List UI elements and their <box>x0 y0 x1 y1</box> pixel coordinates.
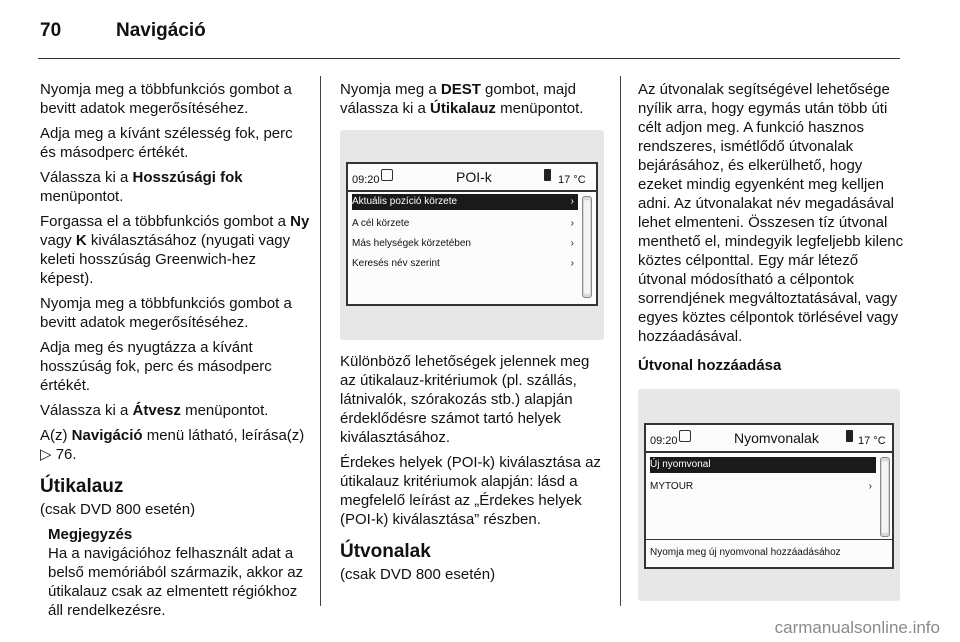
list-item-label: Keresés név szerint <box>352 258 440 269</box>
list-item[interactable] <box>650 457 876 473</box>
list-item-label: Aktuális pozíció körzete <box>352 196 458 207</box>
scrollbar[interactable] <box>880 457 890 537</box>
phone-icon <box>544 169 551 181</box>
scrollbar-thumb[interactable] <box>584 200 590 294</box>
page-number: 70 <box>40 20 62 41</box>
column-divider-2 <box>620 76 621 606</box>
screen-title: POI-k <box>456 169 492 185</box>
section-heading: Útikalauz <box>40 476 124 497</box>
key-label: Ny <box>290 213 310 230</box>
screen-title: Nyomvonalak <box>734 430 819 446</box>
key-label: K <box>75 232 87 249</box>
text: Forgassa el a többfunkciós gombot a <box>40 213 291 230</box>
paragraph: Adja meg a kívánt szélesség fok, perc és másodperc értékét. <box>40 125 293 161</box>
menu-item-name: Hosszúsági fok <box>132 169 243 186</box>
scrollbar[interactable] <box>582 196 592 298</box>
list-item-label: MYTOUR <box>650 481 694 492</box>
clock-time: 09:20 <box>650 435 678 447</box>
chevron-right-icon: › <box>570 218 574 229</box>
status-bar <box>646 425 892 453</box>
text: Válassza ki a <box>40 402 133 419</box>
text: menü látható, leírása(z) <box>142 427 305 444</box>
text: menüpontot. <box>40 188 124 205</box>
paragraph <box>40 426 312 464</box>
chevron-right-icon: › <box>570 238 574 249</box>
navigation-icon <box>381 169 393 181</box>
text: kiválasztásához (nyugati vagy keleti hosszúság Greenwich-hez képest). <box>40 232 291 287</box>
footer-divider <box>646 539 892 540</box>
clock-time: 09:20 <box>352 174 380 186</box>
paragraph: Érdekes helyek (POI-k) kiválasztása az útikalauz kritériumok alapján: lásd a megfelelő leírást az „Érdekes helyek (POI-k) kiválasztása” részben. <box>340 454 601 528</box>
routes-screen-image <box>638 389 900 601</box>
chevron-right-icon: › <box>868 481 872 492</box>
paragraph: Különböző lehetőségek jelennek meg az útikalauz-kritériumok (pl. szállás, látnivalók, szórakozás stb.) alapján érdeklődésre számot tartó helyek kiválasztásához. <box>340 353 590 446</box>
menu-item-name: Átvesz <box>132 402 181 419</box>
text: menüpontot. <box>180 402 269 419</box>
temperature: 17 °C <box>858 435 886 447</box>
navigation-icon <box>679 430 691 442</box>
paragraph <box>40 212 312 288</box>
list-item[interactable] <box>352 236 578 252</box>
list-item[interactable] <box>352 194 578 210</box>
paragraph <box>40 168 312 206</box>
chevron-right-icon: › <box>570 258 574 269</box>
paragraph: Nyomja meg a többfunkciós gombot a bevitt adatok megerősítéséhez. <box>40 81 292 117</box>
list-item-label: Más helységek körzetében <box>352 238 471 249</box>
text: Nyomja meg a <box>340 81 441 98</box>
status-bar <box>348 164 596 192</box>
scrollbar-thumb[interactable] <box>882 461 888 533</box>
page-title: Navigáció <box>116 20 206 41</box>
text: Válassza ki a <box>40 169 133 186</box>
paragraph: Adja meg és nyugtázza a kívánt hosszúság fok, perc és másodperc értékét. <box>40 339 272 394</box>
column-3 <box>638 80 906 601</box>
poi-screen-image <box>340 130 604 340</box>
list-item-label: Új nyomvonal <box>650 459 711 470</box>
temperature: 17 °C <box>558 174 586 186</box>
button-name: DEST <box>440 81 481 98</box>
page-ref-icon: ▷ <box>40 446 56 463</box>
column-2 <box>340 80 606 590</box>
note-box <box>40 525 312 620</box>
section-heading: Útvonalak <box>340 541 431 562</box>
display-frame <box>346 162 598 306</box>
watermark: carmanualsonline.info <box>774 618 940 637</box>
list-item[interactable] <box>650 479 876 495</box>
text: A(z) <box>40 427 72 444</box>
page-ref[interactable]: 76. <box>55 446 77 463</box>
text: vagy <box>40 232 76 249</box>
text: gombot, majd válassza ki a <box>340 81 576 117</box>
paragraph: Nyomja meg a többfunkciós gombot a bevitt adatok megerősítéséhez. <box>40 295 292 331</box>
paragraph <box>340 80 606 118</box>
list-item-label: A cél körzete <box>352 218 410 229</box>
note-text: Ha a navigációhoz felhasznált adat a belső memóriából származik, akkor az útikalauz csak az elmentett régiókhoz áll rendelkezésre. <box>48 545 304 619</box>
menu-item-name: Navigáció <box>71 427 143 444</box>
text: menüpontot. <box>495 100 584 117</box>
list-item[interactable] <box>352 256 578 272</box>
note-title: Megjegyzés <box>48 526 133 543</box>
column-divider-1 <box>320 76 321 606</box>
menu-item-name: Útikalauz <box>430 100 496 117</box>
section-heading: Útvonal hozzáadása <box>638 357 782 374</box>
display-frame <box>644 423 894 569</box>
column-1 <box>40 80 312 620</box>
footer-hint: Nyomja meg új nyomvonal hozzáadásához <box>650 547 841 558</box>
chevron-right-icon: › <box>570 196 574 207</box>
section-subtitle: (csak DVD 800 esetén) <box>340 566 496 583</box>
section-subtitle: (csak DVD 800 esetén) <box>40 501 196 518</box>
paragraph: Az útvonalak segítségével lehetősége nyílik arra, hogy egymás után több úti célt adjon meg. A funkció hasznos rendszeres, ismétlődő útvonalak bejárásához, és elkerülhető, hogy ezeket mindig egyenként meg kelljen adni. Az útvonalakat név megadásával lehet elmenteni. Összesen tíz útvonal menthető el, mindegyik legfeljebb kilenc köztes célponttal. Egy már létező útvonal módosítható a célpontok sorrendjének megváltoztatásával, vagy egyes köztes célpontok törlésével vagy hozzáadásával. <box>638 81 904 345</box>
list-item[interactable] <box>352 216 578 232</box>
phone-icon <box>846 430 853 442</box>
header-rule <box>38 58 900 59</box>
paragraph <box>40 401 312 420</box>
